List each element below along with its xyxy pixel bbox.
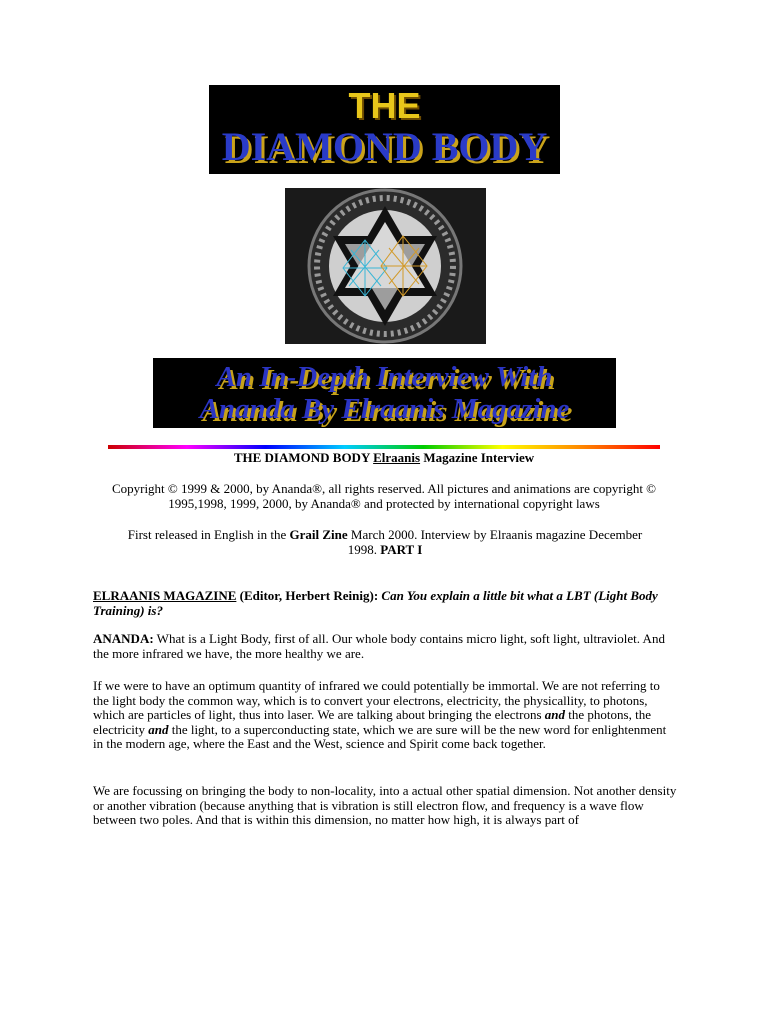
question-text: Can You explain a little bit what a LBT (Light Body Training) is? [93, 588, 658, 618]
interview-question [93, 589, 678, 618]
part-label: PART I [380, 542, 423, 557]
magazine-name: ELRAANIS MAGAZINE [93, 588, 237, 603]
banner-line-the: THE [348, 85, 421, 126]
editor-label: (Editor, Herbert Reinig): [236, 588, 382, 603]
speaker-ananda: ANANDA: [93, 631, 154, 646]
answer-paragraph-3: We are focussing on bringing the body to non-locality, into a actual other spatial dimension. Not another density or another vibration (because anything that is vibration is still electron flow, and frequency is a wave flow between two poles. And that is within this dimension, no matter how high, it is always part of [93, 783, 677, 828]
title-elraanis-link: Elraanis [373, 450, 421, 465]
banner-line-diamond-body: DIAMOND BODY [221, 124, 548, 169]
page-title: THE DIAMOND BODY Elraanis Magazine Interview [233, 450, 535, 465]
answer-paragraph-1: ANANDA: What is a Light Body, first of all. Our whole body contains micro light, soft light, ultraviolet. And the more infrared we have, the more healthy we are. [93, 631, 665, 661]
copyright-line-1: Copyright © 1999 & 2000, by Ananda®, all rights reserved. All pictures and animations are copyright © [111, 481, 657, 496]
banner-line-ananda: Ananda By Elraanis Magazine [199, 393, 570, 425]
release-info: First released in English in the Grail Zine March 2000. Interview by Elraanis magazine December 1998. PART I [127, 527, 643, 557]
star-emblem-image [285, 188, 486, 344]
diamond-body-banner [209, 85, 560, 174]
rainbow-divider [108, 445, 660, 449]
interview-banner [153, 358, 616, 428]
banner-line-interview: An In-Depth Interview With [216, 361, 553, 393]
copyright-notice [80, 481, 688, 511]
star-emblem-icon [285, 188, 486, 344]
copyright-line-2: 1995,1998, 1999, 2000, by Ananda® and protected by international copyright laws [168, 496, 600, 511]
grail-zine: Grail Zine [289, 527, 348, 542]
answer-paragraph-2: If we were to have an optimum quantity of infrared we could potentially be immortal. We are not referring to the light body the common way, which is to convert your electrons, electricity, the physicallity, to photons, which are particles of light, thus into laser. We are talking about bringing the electrons and the photons, the electricity and the light, to a superconducting state, which we are sure will be the new word for enlightenment in the modern age, where the East and the West, science and Spirit come back together. [93, 678, 667, 752]
